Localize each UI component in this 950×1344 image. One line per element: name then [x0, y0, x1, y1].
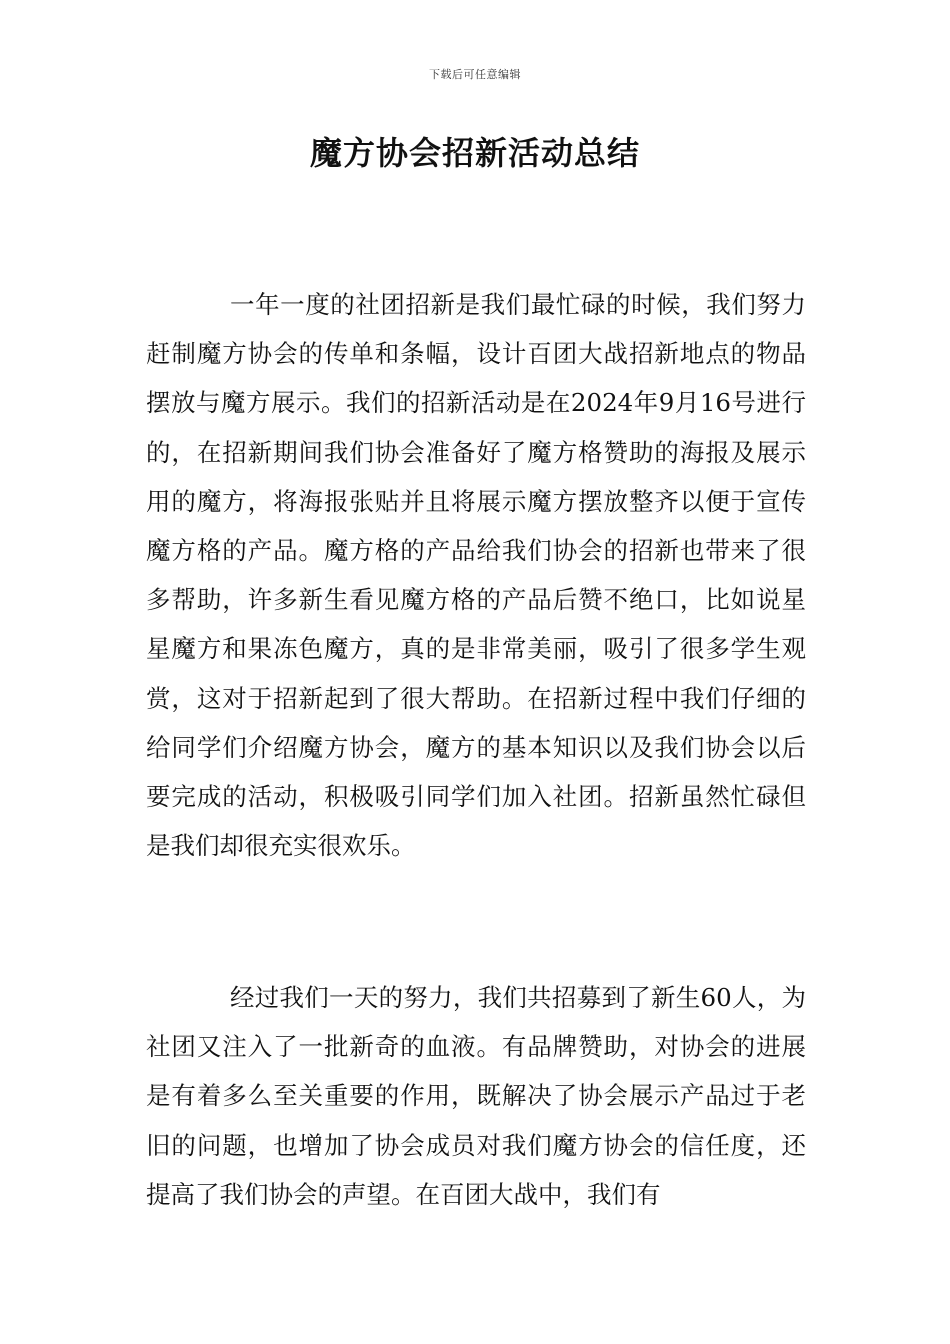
- document-title: 魔方协会招新活动总结: [309, 134, 640, 172]
- header-note: 下载后可任意编辑: [429, 68, 521, 81]
- paragraph-recruitment-results: 经过我们一天的努力，我们共招募到了新生60人，为社团又注入了一批新奇的血液。有品牌赞助，对协会的进展是有着多么至关重要的作用，既解决了协会展示产品过于老旧的问题，也增加了协会成员对我们魔方协会的信任度，还提高了我们协会的声望。在百团大战中，我们有: [146, 983, 806, 1209]
- paragraph-recruitment-overview: 一年一度的社团招新是我们最忙碌的时候，我们努力赶制魔方协会的传单和条幅，设计百团大战招新地点的物品摆放与魔方展示。我们的招新活动是在2024年9月16号进行的，在招新期间我们协会准备好了魔方格赞助的海报及展示用的魔方，将海报张贴并且将展示魔方摆放整齐以便于宣传魔方格的产品。魔方格的产品给我们协会的招新也带来了很多帮助，许多新生看见魔方格的产品后赞不绝口，比如说星星魔方和果冻色魔方，真的是非常美丽，吸引了很多学生观赏，这对于招新起到了很大帮助。在招新过程中我们仔细的给同学们介绍魔方协会，魔方的基本知识以及我们协会以后要完成的活动，积极吸引同学们加入社团。招新虽然忙碌但是我们却很充实很欢乐。: [146, 290, 806, 861]
